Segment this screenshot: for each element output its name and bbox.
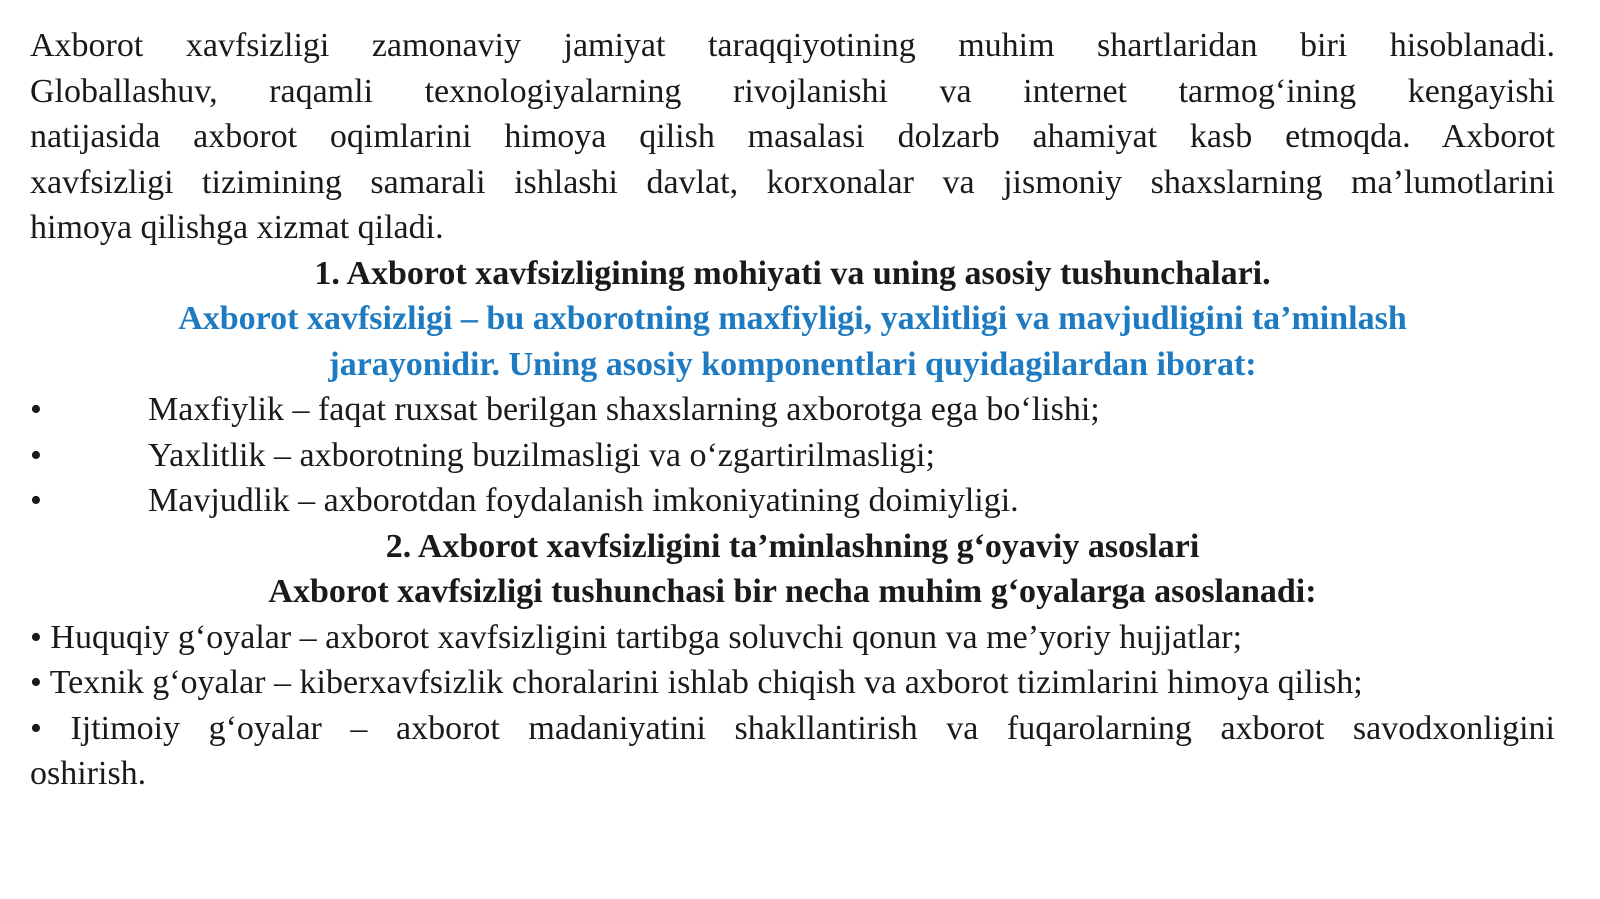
list-item: • Huquqiy g‘oyalar – axborot xavfsizligini tartibga soluvchi qonun va me’yoriy hujjatlar;: [30, 618, 1243, 656]
section2-heading: 2. Axborot xavfsizligini ta’minlashning g‘oyaviy asoslari: [385, 527, 1200, 565]
ideas-list: [30, 615, 1555, 797]
list-item: [30, 387, 1555, 433]
section2-subheading: Axborot xavfsizligi tushunchasi bir necha muhim g‘oyalarga asoslanadi:: [268, 573, 1317, 610]
intro-line: xavfsizligi tizimining samarali ishlashi davlat, korxonalar va jismoniy shaxslarning ma’lumotlarini: [30, 163, 1555, 201]
bullet-icon: •: [30, 391, 42, 428]
components-list: [30, 387, 1555, 524]
intro-line-last: himoya qilishga xizmat qiladi.: [30, 209, 444, 246]
intro-paragraph: [30, 23, 1555, 251]
list-item: • Ijtimoiy g‘oyalar – axborot madaniyatini shakllantirish va fuqarolarning axborot savodxonligini: [30, 709, 1555, 747]
list-item: • Texnik g‘oyalar – kiberxavfsizlik choralarini ishlab chiqish va axborot tizimlarini himoya qilish;: [30, 664, 1363, 701]
list-item-continuation: oshirish.: [30, 755, 147, 792]
list-item: [30, 433, 1555, 479]
definition-line-1: Axborot xavfsizligi – bu axborotning maxfiyligi, yaxlitligi va mavjudligini ta’minlash: [178, 300, 1407, 337]
definition-line-2: jarayonidir. Uning asosiy komponentlari quyidagilardan iborat:: [328, 345, 1257, 383]
intro-line: natijasida axborot oqimlarini himoya qilish masalasi dolzarb ahamiyat kasb etmoqda. Axborot: [30, 118, 1555, 155]
slide-content: [30, 23, 1555, 797]
list-item-text: Mavjudlik – axborotdan foydalanish imkoniyatining doimiyligi.: [148, 482, 1019, 519]
bullet-icon: •: [30, 436, 42, 474]
list-item: [30, 478, 1555, 524]
intro-line: Globallashuv, raqamli texnologiyalarning rivojlanishi va internet tarmog‘ining kengayishi: [30, 72, 1555, 110]
bullet-icon: •: [30, 482, 42, 519]
intro-line: Axborot xavfsizligi zamonaviy jamiyat taraqqiyotining muhim shartlaridan biri hisoblanadi.: [30, 27, 1555, 64]
section1-heading: 1. Axborot xavfsizligining mohiyati va uning asosiy tushunchalari.: [314, 254, 1271, 292]
list-item-text: Maxfiylik – faqat ruxsat berilgan shaxslarning axborotga ega bo‘lishi;: [148, 391, 1100, 428]
list-item-text: Yaxlitlik – axborotning buzilmasligi va o‘zgartirilmasligi;: [148, 436, 935, 474]
